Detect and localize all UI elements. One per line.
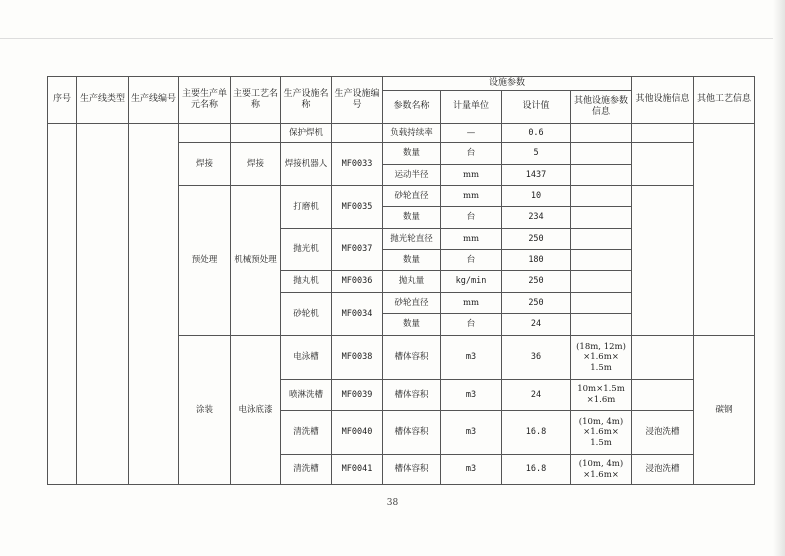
process-name-pretreat: 机械预处理 <box>231 186 281 336</box>
param-name-cell: 抛丸量 <box>383 271 441 293</box>
other-facility-cell <box>632 124 694 143</box>
unit-cell: m3 <box>441 336 502 380</box>
facility-name-cell: 保护焊机 <box>281 124 332 143</box>
unit-name-welding: 焊接 <box>179 143 231 186</box>
unit-cell: m3 <box>441 380 502 411</box>
facility-code-cell: MF0039 <box>332 380 383 411</box>
unit-name-pretreat: 预处理 <box>179 186 231 336</box>
other-facility-cell <box>632 336 694 380</box>
unit-cell: 台 <box>441 314 502 336</box>
unit-cell: mm <box>441 293 502 314</box>
param-name-cell: 数量 <box>383 314 441 336</box>
header-design-value: 设计值 <box>502 91 571 124</box>
facility-name-cell: 电泳槽 <box>281 336 332 380</box>
param-name-cell: 抛光轮直径 <box>383 229 441 250</box>
process-name-coating: 电泳底漆 <box>231 336 281 485</box>
line-no-cell <box>129 124 179 485</box>
unit-cell: kg/min <box>441 271 502 293</box>
param-name-cell: 槽体容积 <box>383 411 441 455</box>
facility-code-cell: MF0033 <box>332 143 383 186</box>
facility-code-cell: MF0041 <box>332 455 383 485</box>
process-name-welding: 焊接 <box>231 143 281 186</box>
other-param-cell <box>571 229 632 250</box>
other-param-cell <box>571 143 632 165</box>
param-name-cell: 负载持续率 <box>383 124 441 143</box>
facility-parameter-table <box>47 76 755 485</box>
param-name-cell: 槽体容积 <box>383 455 441 485</box>
other-param-cell <box>571 271 632 293</box>
facility-code-cell: MF0035 <box>332 186 383 229</box>
design-value-cell: 250 <box>502 293 571 314</box>
design-value-cell: 250 <box>502 271 571 293</box>
design-value-cell: 1437 <box>502 165 571 186</box>
design-value-cell: 180 <box>502 250 571 271</box>
facility-code-cell: MF0038 <box>332 336 383 380</box>
line-type-cell <box>77 124 129 485</box>
other-param-cell <box>571 314 632 336</box>
design-value-cell: 24 <box>502 380 571 411</box>
other-param-cell <box>571 250 632 271</box>
param-name-cell: 槽体容积 <box>383 380 441 411</box>
design-value-cell: 10 <box>502 186 571 207</box>
unit-cell: 台 <box>441 250 502 271</box>
param-name-cell: 数量 <box>383 143 441 165</box>
design-value-cell: 36 <box>502 336 571 380</box>
header-param-name: 参数名称 <box>383 91 441 124</box>
header-unit: 计量单位 <box>441 91 502 124</box>
header-line-type: 生产线类型 <box>77 77 129 124</box>
header-other-process: 其他工艺信息 <box>694 77 755 124</box>
seq-cell <box>48 124 77 485</box>
other-param-cell <box>571 124 632 143</box>
page-number: 38 <box>386 498 399 508</box>
page-edge-shadow <box>773 0 785 556</box>
facility-code-cell: MF0037 <box>332 229 383 271</box>
other-process-coating: 碳钢 <box>694 336 755 485</box>
other-param-cell <box>571 293 632 314</box>
design-value-cell: 250 <box>502 229 571 250</box>
design-value-cell: 5 <box>502 143 571 165</box>
other-process-cell <box>694 124 755 336</box>
header-line-no: 生产线编号 <box>129 77 179 124</box>
other-facility-cell <box>632 143 694 186</box>
other-param-cell: (10m, 4m) ×1.6m× <box>571 455 632 485</box>
facility-name-cell: 焊接机器人 <box>281 143 332 186</box>
header-other-facility: 其他设施信息 <box>632 77 694 124</box>
design-value-cell: 234 <box>502 207 571 229</box>
facility-code-cell: MF0034 <box>332 293 383 336</box>
other-facility-cell <box>632 380 694 411</box>
unit-cell: m3 <box>441 455 502 485</box>
facility-name-cell: 喷淋洗槽 <box>281 380 332 411</box>
unit-cell: mm <box>441 165 502 186</box>
unit-cell: 台 <box>441 143 502 165</box>
design-value-cell: 16.8 <box>502 411 571 455</box>
other-facility-cell: 浸泡洗槽 <box>632 411 694 455</box>
other-param-cell: 10m×1.5m ×1.6m <box>571 380 632 411</box>
unit-cell: mm <box>441 186 502 207</box>
facility-name-cell: 抛丸机 <box>281 271 332 293</box>
other-param-cell <box>571 207 632 229</box>
header-unit-name: 主要生产单元名称 <box>179 77 231 124</box>
param-name-cell: 数量 <box>383 207 441 229</box>
param-name-cell: 运动半径 <box>383 165 441 186</box>
facility-name-cell: 清洗槽 <box>281 455 332 485</box>
unit-cell: m3 <box>441 411 502 455</box>
facility-name-cell: 抛光机 <box>281 229 332 271</box>
header-facility-name: 生产设施名称 <box>281 77 332 124</box>
process-name-cell <box>231 124 281 143</box>
facility-code-cell <box>332 124 383 143</box>
top-rule <box>0 38 785 39</box>
param-name-cell: 数量 <box>383 250 441 271</box>
param-name-cell: 槽体容积 <box>383 336 441 380</box>
other-param-cell <box>571 186 632 207</box>
header-seq: 序号 <box>48 77 77 124</box>
unit-name-coating: 涂装 <box>179 336 231 485</box>
facility-code-cell: MF0040 <box>332 411 383 455</box>
design-value-cell: 16.8 <box>502 455 571 485</box>
other-param-cell <box>571 165 632 186</box>
other-param-cell: (10m, 4m) ×1.6m× 1.5m <box>571 411 632 455</box>
facility-name-cell: 打磨机 <box>281 186 332 229</box>
unit-cell: 台 <box>441 207 502 229</box>
header-other-param: 其他设施参数信息 <box>571 91 632 124</box>
facility-code-cell: MF0036 <box>332 271 383 293</box>
unit-name-cell <box>179 124 231 143</box>
other-param-cell: (18m, 12m) ×1.6m× 1.5m <box>571 336 632 380</box>
other-facility-cell <box>632 186 694 336</box>
unit-cell: mm <box>441 229 502 250</box>
header-facility-no: 生产设施编号 <box>332 77 383 124</box>
unit-cell: — <box>441 124 502 143</box>
facility-name-cell: 砂轮机 <box>281 293 332 336</box>
design-value-cell: 0.6 <box>502 124 571 143</box>
param-name-cell: 砂轮直径 <box>383 186 441 207</box>
header-process-name: 主要工艺名称 <box>231 77 281 124</box>
other-facility-cell: 浸泡洗槽 <box>632 455 694 485</box>
facility-name-cell: 清洗槽 <box>281 411 332 455</box>
design-value-cell: 24 <box>502 314 571 336</box>
param-name-cell: 砂轮直径 <box>383 293 441 314</box>
header-params: 设施参数 <box>383 77 632 91</box>
